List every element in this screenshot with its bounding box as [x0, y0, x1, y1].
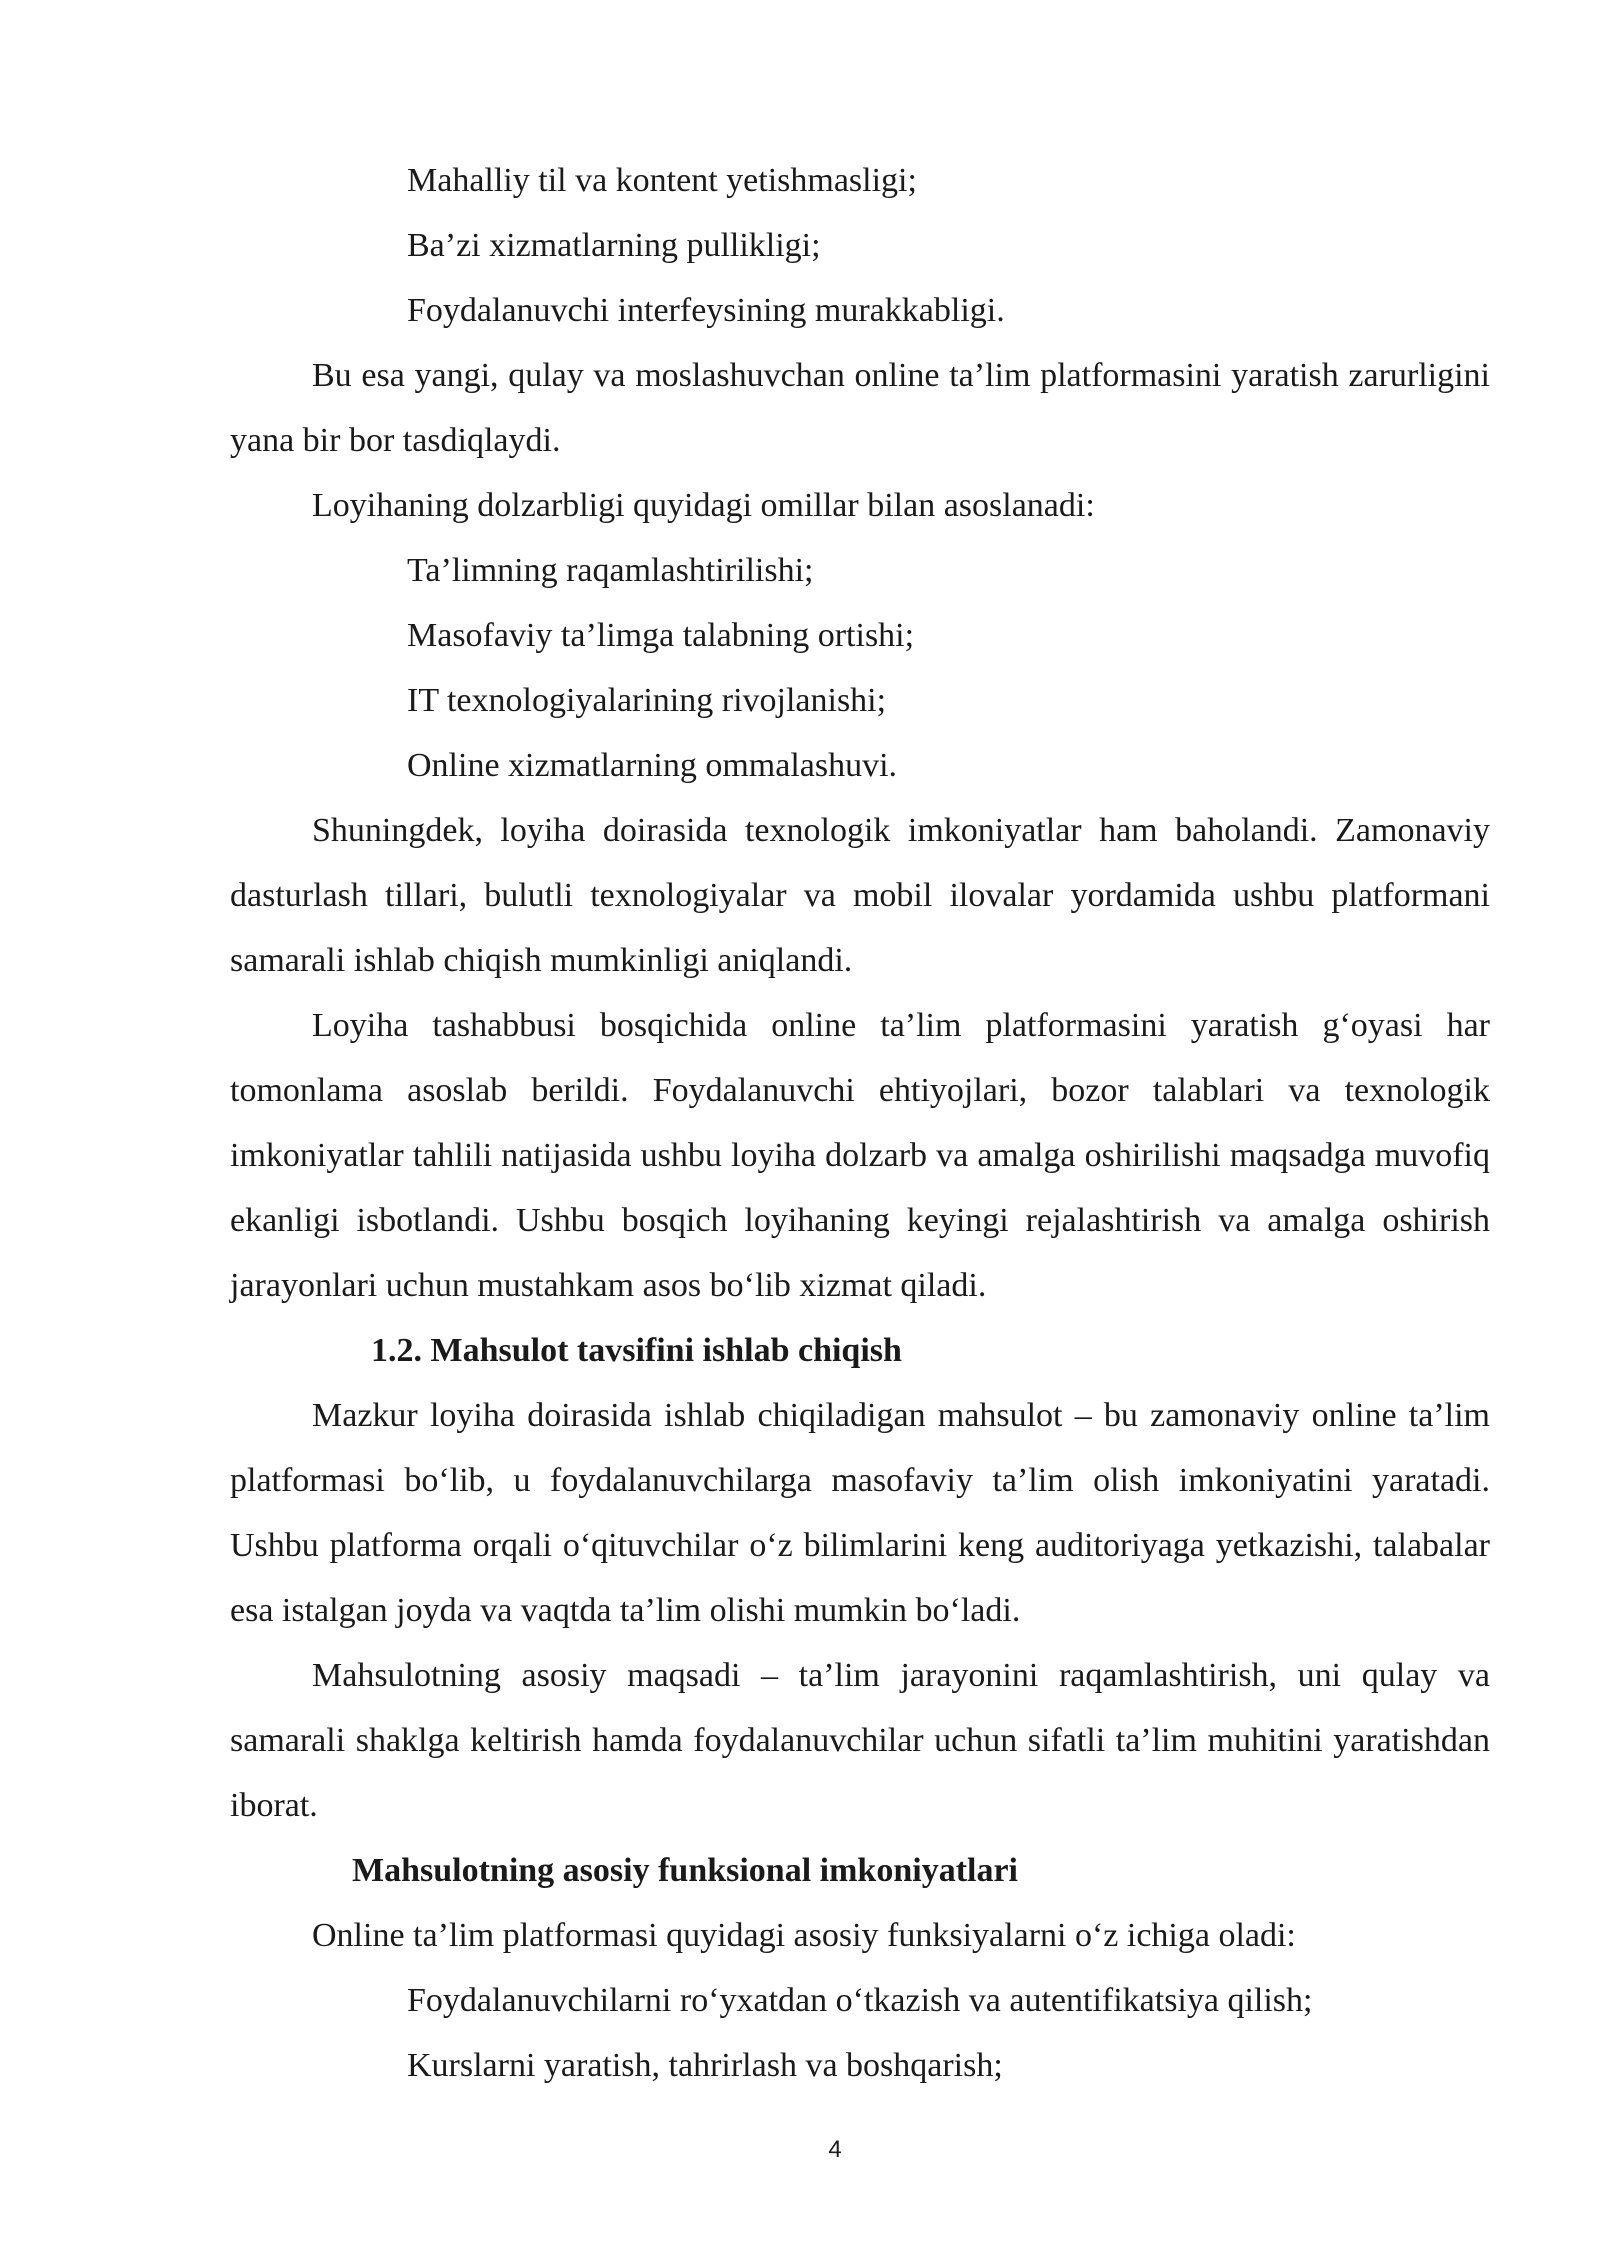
list-item: Mahalliy til va kontent yetishmasligi; [407, 162, 917, 199]
paragraph: Mahsulotning asosiy maqsadi – ta’lim jarayonini raqamlashtirish, uni qulay va samarali shaklga keltirish hamda foydalanuvchilar uchun sifatli ta’lim muhitini yaratishdan iborat. [230, 1657, 1490, 1824]
list-item: Masofaviy ta’limga talabning ortishi; [407, 617, 915, 654]
list-item: Foydalanuvchilarni ro‘yxatdan o‘tkazish va autentifikatsiya qilish; [407, 1982, 1313, 2019]
section-heading: 1.2. Mahsulot tavsifini ishlab chiqish [371, 1332, 902, 1369]
list-item: IT texnologiyalarining rivojlanishi; [407, 682, 887, 719]
paragraph: Bu esa yangi, qulay va moslashuvchan online ta’lim platformasini yaratish zarurligini yana bir bor tasdiqlaydi. [230, 357, 1490, 459]
list-item: Ba’zi xizmatlarning pullikligi; [407, 227, 821, 264]
paragraph: Mazkur loyiha doirasida ishlab chiqiladigan mahsulot – bu zamonaviy online ta’lim platformasi bo‘lib, u foydalanuvchilarga masofaviy ta’lim olish imkoniyatini yaratadi. Ushbu platforma orqali o‘qituvchilar o‘z bilimlarini keng auditoriyaga yetkazishi, talabalar esa istalgan joyda va vaqtda ta’lim olishi mumkin bo‘ladi. [230, 1397, 1490, 1629]
page-number: 4 [828, 2136, 842, 2163]
subsection-heading: Mahsulotning asosiy funksional imkoniyatlari [352, 1852, 1019, 1889]
paragraph: Shuningdek, loyiha doirasida texnologik imkoniyatlar ham baholandi. Zamonaviy dasturlash tillari, bulutli texnologiyalar va mobil ilovalar yordamida ushbu platformani samarali ishlab chiqish mumkinligi aniqlandi. [230, 812, 1490, 979]
page-content [230, 148, 1490, 2098]
list-item: Online xizmatlarning ommalashuvi. [407, 747, 898, 784]
paragraph: Loyihaning dolzarbligi quyidagi omillar bilan asoslanadi: [312, 487, 1095, 524]
paragraph: Loyiha tashabbusi bosqichida online ta’lim platformasini yaratish g‘oyasi har tomonlama asoslab berildi. Foydalanuvchi ehtiyojlari, bozor talablari va texnologik imkoniyatlar tahlili natijasida ushbu loyiha dolzarb va amalga oshirilishi maqsadga muvofiq ekanligi isbotlandi. Ushbu bosqich loyihaning keyingi rejalashtirish va amalga oshirish jarayonlari uchun mustahkam asos bo‘lib xizmat qiladi. [230, 1007, 1490, 1304]
list-item: Foydalanuvchi interfeysining murakkabligi. [407, 292, 1005, 329]
paragraph: Online ta’lim platformasi quyidagi asosiy funksiyalarni o‘z ichiga oladi: [312, 1917, 1296, 1954]
list-item: Kurslarni yaratish, tahrirlash va boshqarish; [407, 2047, 1003, 2084]
list-item: Ta’limning raqamlashtirilishi; [407, 552, 814, 589]
